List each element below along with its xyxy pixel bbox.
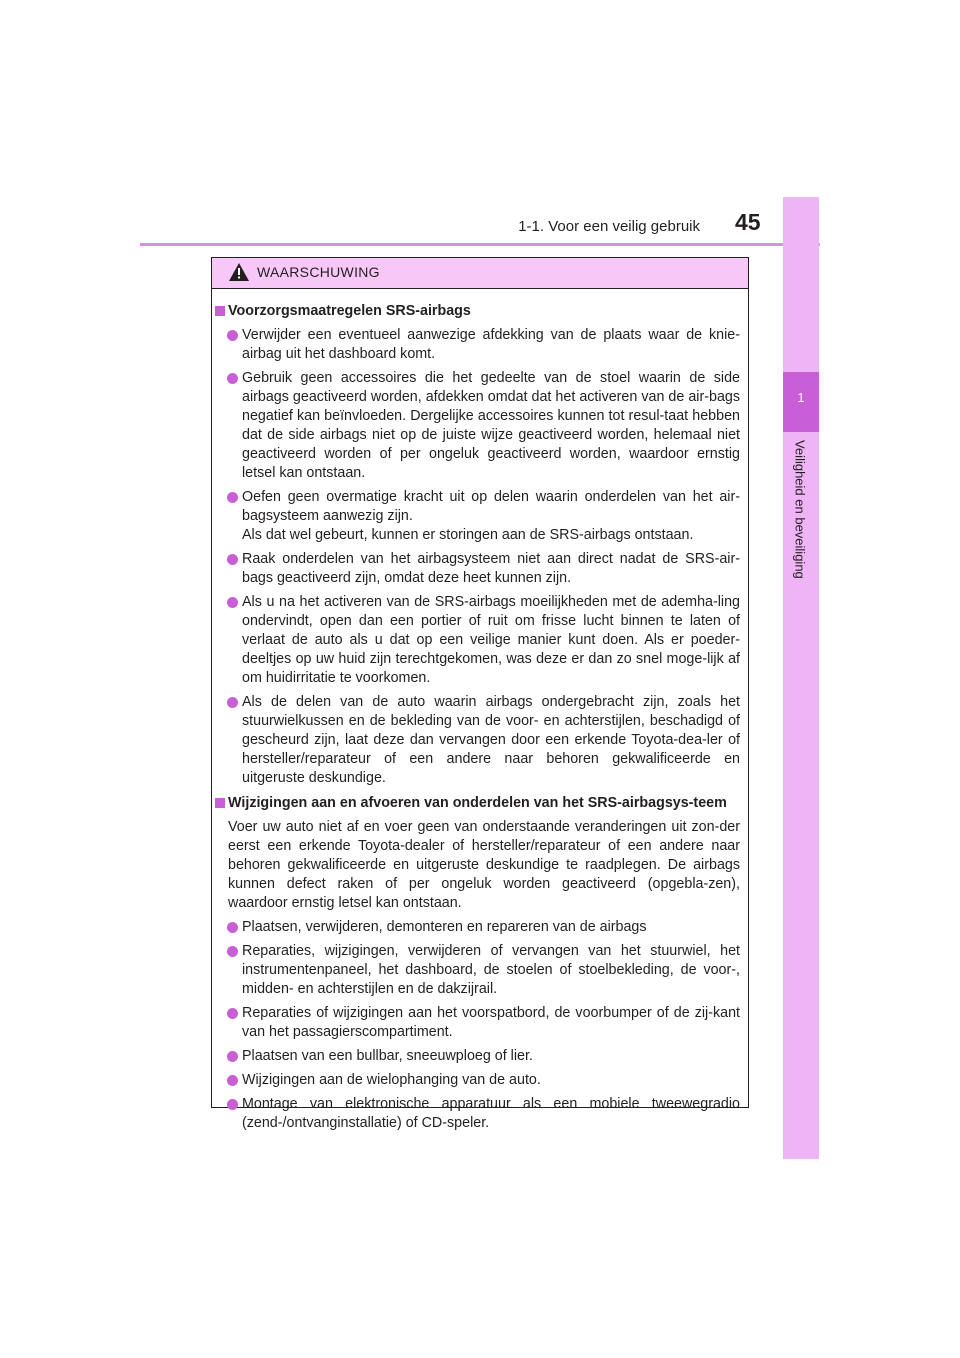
list-item: Gebruik geen accessoires die het gedeelte van de stoel waarin de side airbags geactiveerd worden, afdekken omdat dat het activeren van de air-bags negatief kan beïnvloeden. Dergelijke accessoires kunnen tot resul-taat hebben dat de side airbags niet op de juiste wijze geactiveerd worden, helemaal niet geactiveerd worden of per ongeluk geactiveerd worden, waardoor ernstig letsel kan ontstaan. xyxy=(212,369,748,483)
list-item: Oefen geen overmatige kracht uit op delen waarin onderdelen van het air-bagsysteem aanwezig zijn. Als dat wel gebeurt, kunnen er storingen aan de SRS-airbags ontstaan. xyxy=(212,488,748,545)
warning-header xyxy=(212,258,748,289)
side-tab-label: Veiligheid en beveiliging xyxy=(792,440,808,579)
side-tab xyxy=(783,197,819,1159)
bullet-icon xyxy=(227,597,238,608)
warning-content xyxy=(212,296,748,1133)
bullet-icon xyxy=(227,1008,238,1019)
side-tab-number: 1 xyxy=(797,390,805,405)
header-divider xyxy=(140,243,820,246)
list-item: Plaatsen van een bullbar, sneeuwploeg of lier. xyxy=(212,1047,748,1066)
bullet-icon xyxy=(227,492,238,503)
list-item: Verwijder een eventueel aanwezige afdekking van de plaats waar de knie-airbag uit het dashboard komt. xyxy=(212,326,748,364)
bullet-icon xyxy=(227,554,238,565)
list-item: Raak onderdelen van het airbagsysteem niet aan direct nadat de SRS-air-bags geactiveerd zijn, omdat deze heet kunnen zijn. xyxy=(212,550,748,588)
warning-box xyxy=(211,257,749,1131)
page-number: 45 xyxy=(735,209,761,235)
list-item: Reparaties, wijzigingen, verwijderen of vervangen van het stuurwiel, het instrumentenpaneel, het dashboard, de stoelen of stoelbekleding, de voor-, midden- en achterstijlen en de dakzijrail. xyxy=(212,942,748,999)
bullet-icon xyxy=(227,1099,238,1110)
section-heading: Voorzorgsmaatregelen SRS-airbags xyxy=(212,302,748,321)
bullet-icon xyxy=(227,697,238,708)
bullet-icon xyxy=(227,1075,238,1086)
list-item: Reparaties of wijzigingen aan het voorspatbord, de voorbumper of de zij-kant van het passagierscompartiment. xyxy=(212,1004,748,1042)
list-item: Montage van elektronische apparatuur als een mobiele tweewegradio (zend-/ontvanginstallatie) of CD-speler. xyxy=(212,1095,748,1133)
bullet-icon xyxy=(227,373,238,384)
list-item: Als de delen van de auto waarin airbags ondergebracht zijn, zoals het stuurwielkussen en de bekleding van de voor- en achterstijlen, beschadigd of gescheurd zijn, laat deze dan vervangen door een erkende Toyota-dea-ler of hersteller/reparateur of een andere naar behoren gekwalificeerde en uitgeruste deskundige. xyxy=(212,693,748,788)
bullet-icon xyxy=(227,330,238,341)
list-item: Plaatsen, verwijderen, demonteren en repareren van de airbags xyxy=(212,918,748,937)
warning-title: WAARSCHUWING xyxy=(257,264,380,280)
section-paragraph: Voer uw auto niet af en voer geen van onderstaande veranderingen uit zon-der eerst een erkende Toyota-dealer of hersteller/reparateur of een andere naar behoren gekwalificeerde en uitgeruste deskundige te raadplegen. De airbags kunnen defect raken of per ongeluk worden geactiveerd (opgebla-zen), waardoor ernstig letsel kan ontstaan. xyxy=(228,819,740,911)
section-heading: Wijzigingen aan en afvoeren van onderdelen van het SRS-airbagsys-teem xyxy=(212,794,748,813)
warning-triangle-icon xyxy=(229,263,249,281)
bullet-icon xyxy=(227,946,238,957)
section-title: 1-1. Voor een veilig gebruik xyxy=(518,218,700,235)
list-item: Wijzigingen aan de wielophanging van de auto. xyxy=(212,1071,748,1090)
bullet-icon xyxy=(227,922,238,933)
list-item: Als u na het activeren van de SRS-airbags moeilijkheden met de ademha-ling ondervindt, open dan een portier of ruit om frisse lucht binnen te laten of verlaat de auto als u dat op een veilige manier kunt doen. Als er poeder-deeltjes op uw huid zijn terechtgekomen, was deze er dan zo snel moge-lijk af om huidirritatie te voorkomen. xyxy=(212,593,748,688)
bullet-icon xyxy=(227,1051,238,1062)
